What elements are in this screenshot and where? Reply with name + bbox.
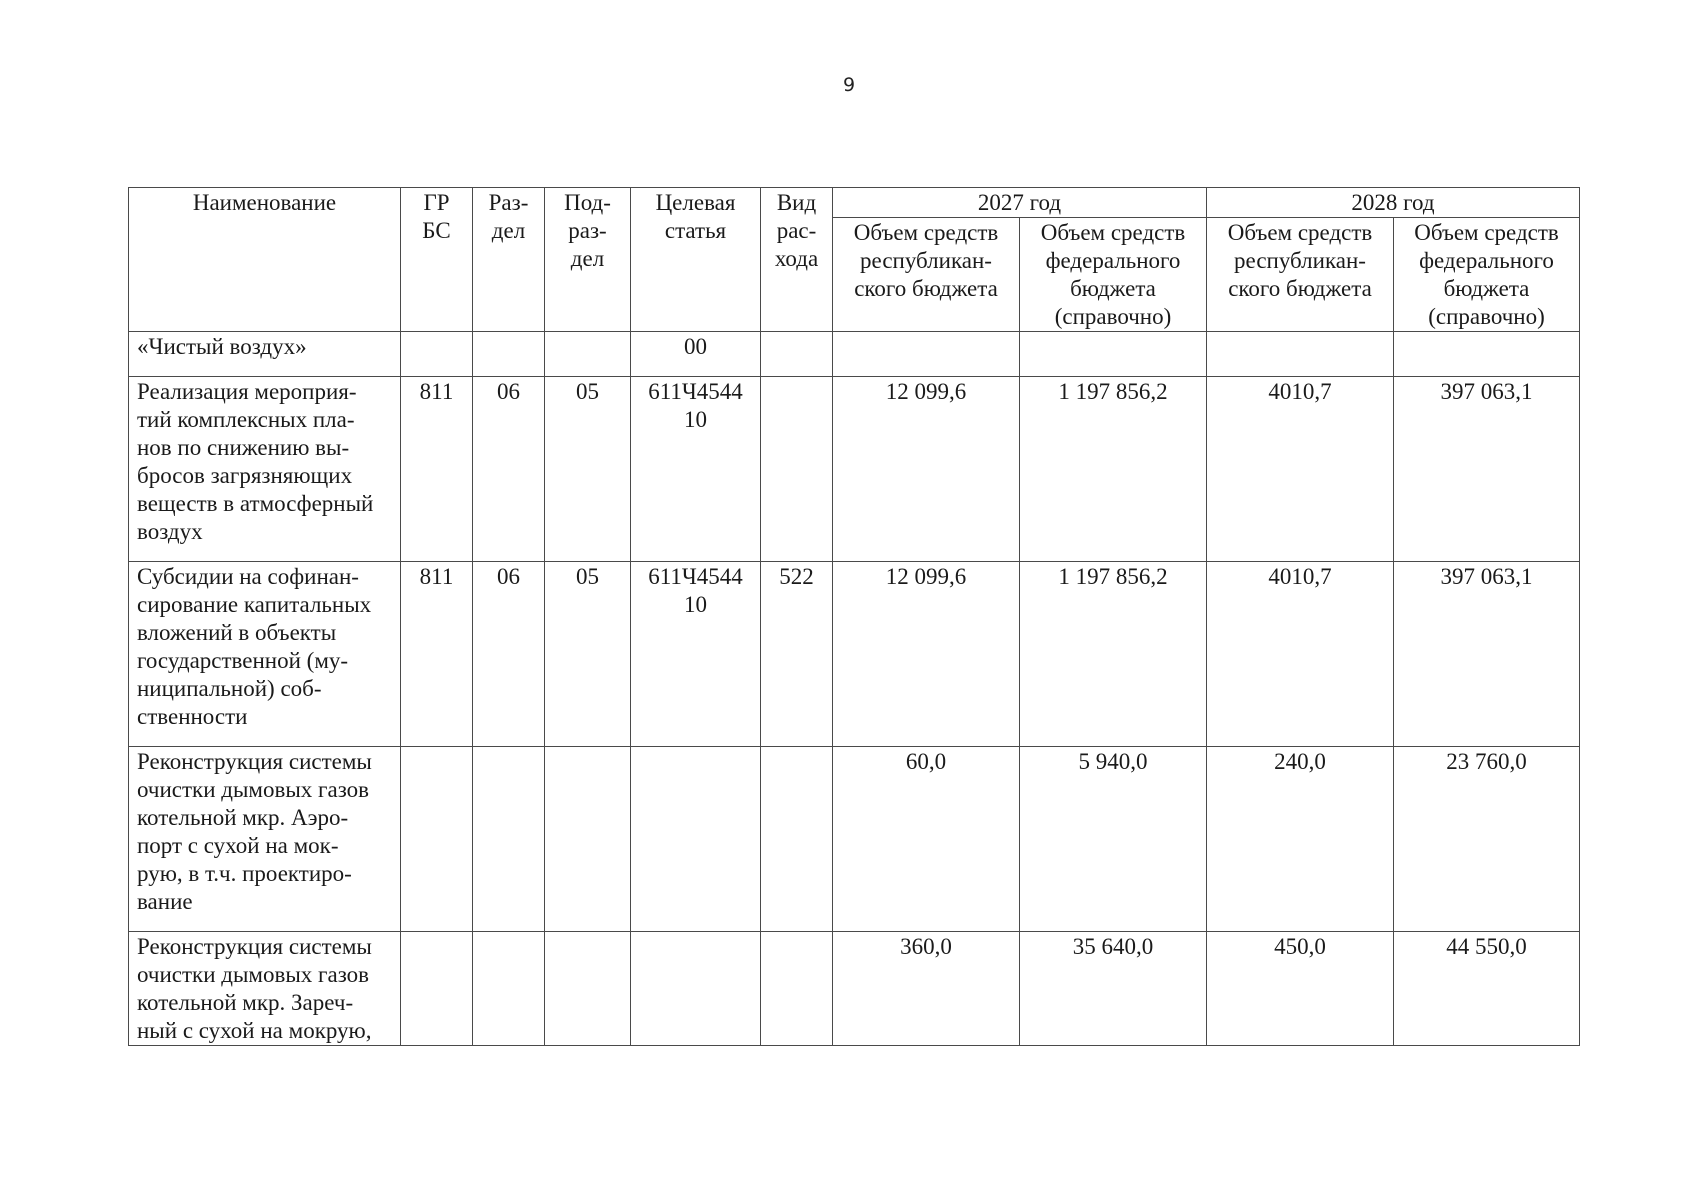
- row-rep-2027: [833, 332, 1020, 377]
- header-target: Целевая статья: [631, 188, 761, 332]
- row-fed-2028: 44 550,0: [1394, 932, 1580, 1046]
- row-fed-2027: 5 940,0: [1020, 747, 1207, 932]
- row-rep-2028: 240,0: [1207, 747, 1394, 932]
- row-grbs: [401, 747, 473, 932]
- row-razdel: [473, 747, 545, 932]
- budget-table: [128, 187, 1580, 1046]
- header-vid: Вид рас- хода: [761, 188, 833, 332]
- row-razdel: [473, 932, 545, 1046]
- row-name: Реконструкция системы очистки дымовых газов котельной мкр. Аэро- порт с сухой на мок- рую, в т.ч. проектиро- вание: [129, 747, 401, 932]
- row-vid: [761, 377, 833, 562]
- row-podrazdel: [545, 747, 631, 932]
- row-target: 00: [631, 332, 761, 377]
- row-podrazdel: [545, 932, 631, 1046]
- row-fed-2028: [1394, 332, 1580, 377]
- row-razdel: 06: [473, 562, 545, 747]
- row-grbs: 811: [401, 562, 473, 747]
- row-rep-2027: 360,0: [833, 932, 1020, 1046]
- row-vid: [761, 747, 833, 932]
- row-fed-2027: [1020, 332, 1207, 377]
- row-rep-2027: 60,0: [833, 747, 1020, 932]
- row-podrazdel: 05: [545, 562, 631, 747]
- row-target: [631, 932, 761, 1046]
- row-target: 611Ч4544 10: [631, 562, 761, 747]
- row-rep-2028: 4010,7: [1207, 562, 1394, 747]
- row-grbs: 811: [401, 377, 473, 562]
- row-grbs: [401, 332, 473, 377]
- row-rep-2028: 4010,7: [1207, 377, 1394, 562]
- header-fed-2027: Объем средств федерального бюджета (справочно): [1020, 218, 1207, 332]
- row-name: Реконструкция системы очистки дымовых газов котельной мкр. Зареч- ный с сухой на мокрую,: [129, 932, 401, 1046]
- header-year-2027: 2027 год: [833, 188, 1207, 218]
- row-razdel: 06: [473, 377, 545, 562]
- row-fed-2028: 397 063,1: [1394, 562, 1580, 747]
- row-grbs: [401, 932, 473, 1046]
- row-fed-2027: 1 197 856,2: [1020, 377, 1207, 562]
- page-number: 9: [842, 74, 856, 96]
- header-year-2028: 2028 год: [1207, 188, 1580, 218]
- table-row: [129, 332, 1580, 377]
- header-grbs: ГР БС: [401, 188, 473, 332]
- row-name: Реализация мероприя- тий комплексных пла- нов по снижению вы- бросов загрязняющих веществ в атмосферный воздух: [129, 377, 401, 562]
- row-podrazdel: 05: [545, 377, 631, 562]
- row-podrazdel: [545, 332, 631, 377]
- row-razdel: [473, 332, 545, 377]
- row-vid: [761, 332, 833, 377]
- row-fed-2028: 23 760,0: [1394, 747, 1580, 932]
- row-fed-2027: 1 197 856,2: [1020, 562, 1207, 747]
- row-vid: [761, 932, 833, 1046]
- header-row-1: [129, 188, 1580, 218]
- header-rep-2027: Объем средств республикан- ского бюджета: [833, 218, 1020, 332]
- table-row: [129, 747, 1580, 932]
- header-fed-2028: Объем средств федерального бюджета (справочно): [1394, 218, 1580, 332]
- table-row: [129, 562, 1580, 747]
- row-rep-2027: 12 099,6: [833, 377, 1020, 562]
- row-fed-2027: 35 640,0: [1020, 932, 1207, 1046]
- row-rep-2028: 450,0: [1207, 932, 1394, 1046]
- header-razdel: Раз- дел: [473, 188, 545, 332]
- row-name: «Чистый воздух»: [129, 332, 401, 377]
- row-vid: 522: [761, 562, 833, 747]
- row-name: Субсидии на софинан- сирование капитальных вложений в объекты государственной (му- ниципальной) соб- ственности: [129, 562, 401, 747]
- row-target: 611Ч4544 10: [631, 377, 761, 562]
- header-podrazdel: Под- раз- дел: [545, 188, 631, 332]
- row-rep-2027: 12 099,6: [833, 562, 1020, 747]
- table-row: [129, 932, 1580, 1046]
- row-rep-2028: [1207, 332, 1394, 377]
- row-fed-2028: 397 063,1: [1394, 377, 1580, 562]
- row-target: [631, 747, 761, 932]
- table-row: [129, 377, 1580, 562]
- header-name: Наименование: [129, 188, 401, 332]
- header-rep-2028: Объем средств республикан- ского бюджета: [1207, 218, 1394, 332]
